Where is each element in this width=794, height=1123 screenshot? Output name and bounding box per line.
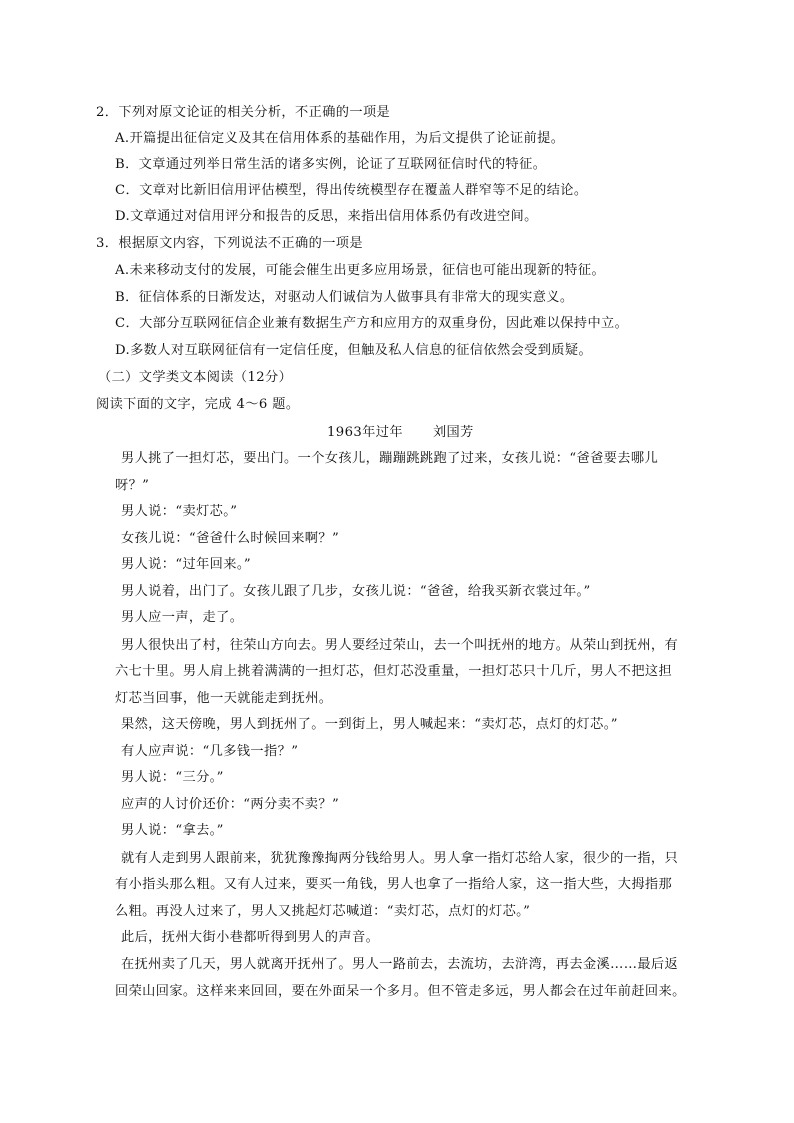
question-2-option-a: A.开篇提出征信定义及其在信用体系的基础作用，为后文提供了论证前提。 [115, 131, 565, 146]
question-2-stem: 2．下列对原文论证的相关分析，不正确的一项是 [96, 105, 391, 120]
story-line: 男人应一声，走了。 [121, 610, 244, 625]
story-line: 女孩儿说：“爸爸什么时候回来啊？” [121, 531, 340, 546]
story-line: 呀？” [115, 478, 150, 493]
story-line: 有小指头那么粗。又有人过来，要买一角钱，男人也拿了一指给人家，这一指大些，大拇指那 [115, 877, 673, 892]
question-3-option-a: A.未来移动支付的发展，可能会催生出更多应用场景，征信也可能出现新的特征。 [115, 263, 606, 278]
story-line: 男人说：“过年回来。” [121, 557, 251, 572]
story-line: 此后，抚州大街小巷都听得到男人的声音。 [121, 930, 380, 945]
story-title-line [327, 425, 474, 441]
story-line: 有人应声说：“几多钱一指？” [121, 744, 299, 759]
story-line: 男人挑了一担灯芯，要出门。一个女孩儿，蹦蹦跳跳跑了过来，女孩儿说：“爸爸要去哪儿 [121, 451, 659, 466]
story-line: 男人说：“三分。” [121, 770, 224, 785]
story-line: 应声的人讨价还价：“两分卖不卖？” [121, 797, 340, 812]
story-line: 男人说：“卖灯芯。” [121, 504, 238, 519]
question-3-option-d: D.多数人对互联网征信有一定信任度，但触及私人信息的征信依然会受到质疑。 [115, 343, 593, 358]
question-3-option-c: C．大部分互联网征信企业兼有数据生产方和应用方的双重身份，因此难以保持中立。 [115, 316, 629, 331]
question-2-option-c: C．文章对比新旧信用评估模型，得出传统模型存在覆盖人群窄等不足的结论。 [115, 183, 588, 198]
story-author: 刘国芳 [432, 425, 474, 440]
story-line: 灯芯当回事，他一天就能走到抚州。 [115, 691, 333, 706]
story-line: 男人说：“拿去。” [121, 823, 224, 838]
story-line: 六七十里。男人肩上挑着满满的一担灯芯，但灯芯没重量，一担灯芯只十几斤，男人不把这担 [115, 664, 673, 679]
section-heading: （二）文学类文本阅读（12分） [98, 370, 293, 385]
question-2-option-d: D.文章通过对信用评分和报告的反思，来指出信用体系仍有改进空间。 [115, 209, 538, 224]
question-3-option-b: B．征信体系的日渐发达，对驱动人们诚信为人做事具有非常大的现实意义。 [115, 290, 574, 305]
story-line: 在抚州卖了几天，男人就离开抚州了。男人一路前去，去流坊，去浒湾，再去金溪……最后返 [121, 957, 679, 972]
section-instruction: 阅读下面的文字，完成 4～6 题。 [96, 397, 300, 412]
story-line: 果然，这天傍晚，男人到抚州了。一到街上，男人喊起来：“卖灯芯，点灯的灯芯。” [121, 717, 618, 732]
question-2-option-b: B．文章通过列举日常生活的诸多实例，论证了互联网征信时代的特征。 [115, 157, 547, 172]
story-line: 男人说着，出门了。女孩儿跟了几步，女孩儿说：“爸爸，给我买新衣裳过年。” [121, 584, 591, 599]
story-line: 回荣山回家。这样来来回回，要在外面呆一个多月。但不管走多远，男人都会在过年前赶回来。 [115, 984, 686, 999]
story-line: 么粗。再没人过来了，男人又挑起灯芯喊道：“卖灯芯，点灯的灯芯。” [115, 904, 531, 919]
question-3-stem: 3．根据原文内容，下列说法不正确的一项是 [96, 236, 363, 251]
story-line: 男人很快出了村，往荣山方向去。男人要经过荣山，去一个叫抚州的地方。从荣山到抚州，有 [121, 638, 679, 653]
story-line: 就有人走到男人跟前来，犹犹豫豫掏两分钱给男人。男人拿一指灯芯给人家，很少的一指，只 [121, 851, 679, 866]
story-title: 1963年过年 [327, 425, 403, 440]
